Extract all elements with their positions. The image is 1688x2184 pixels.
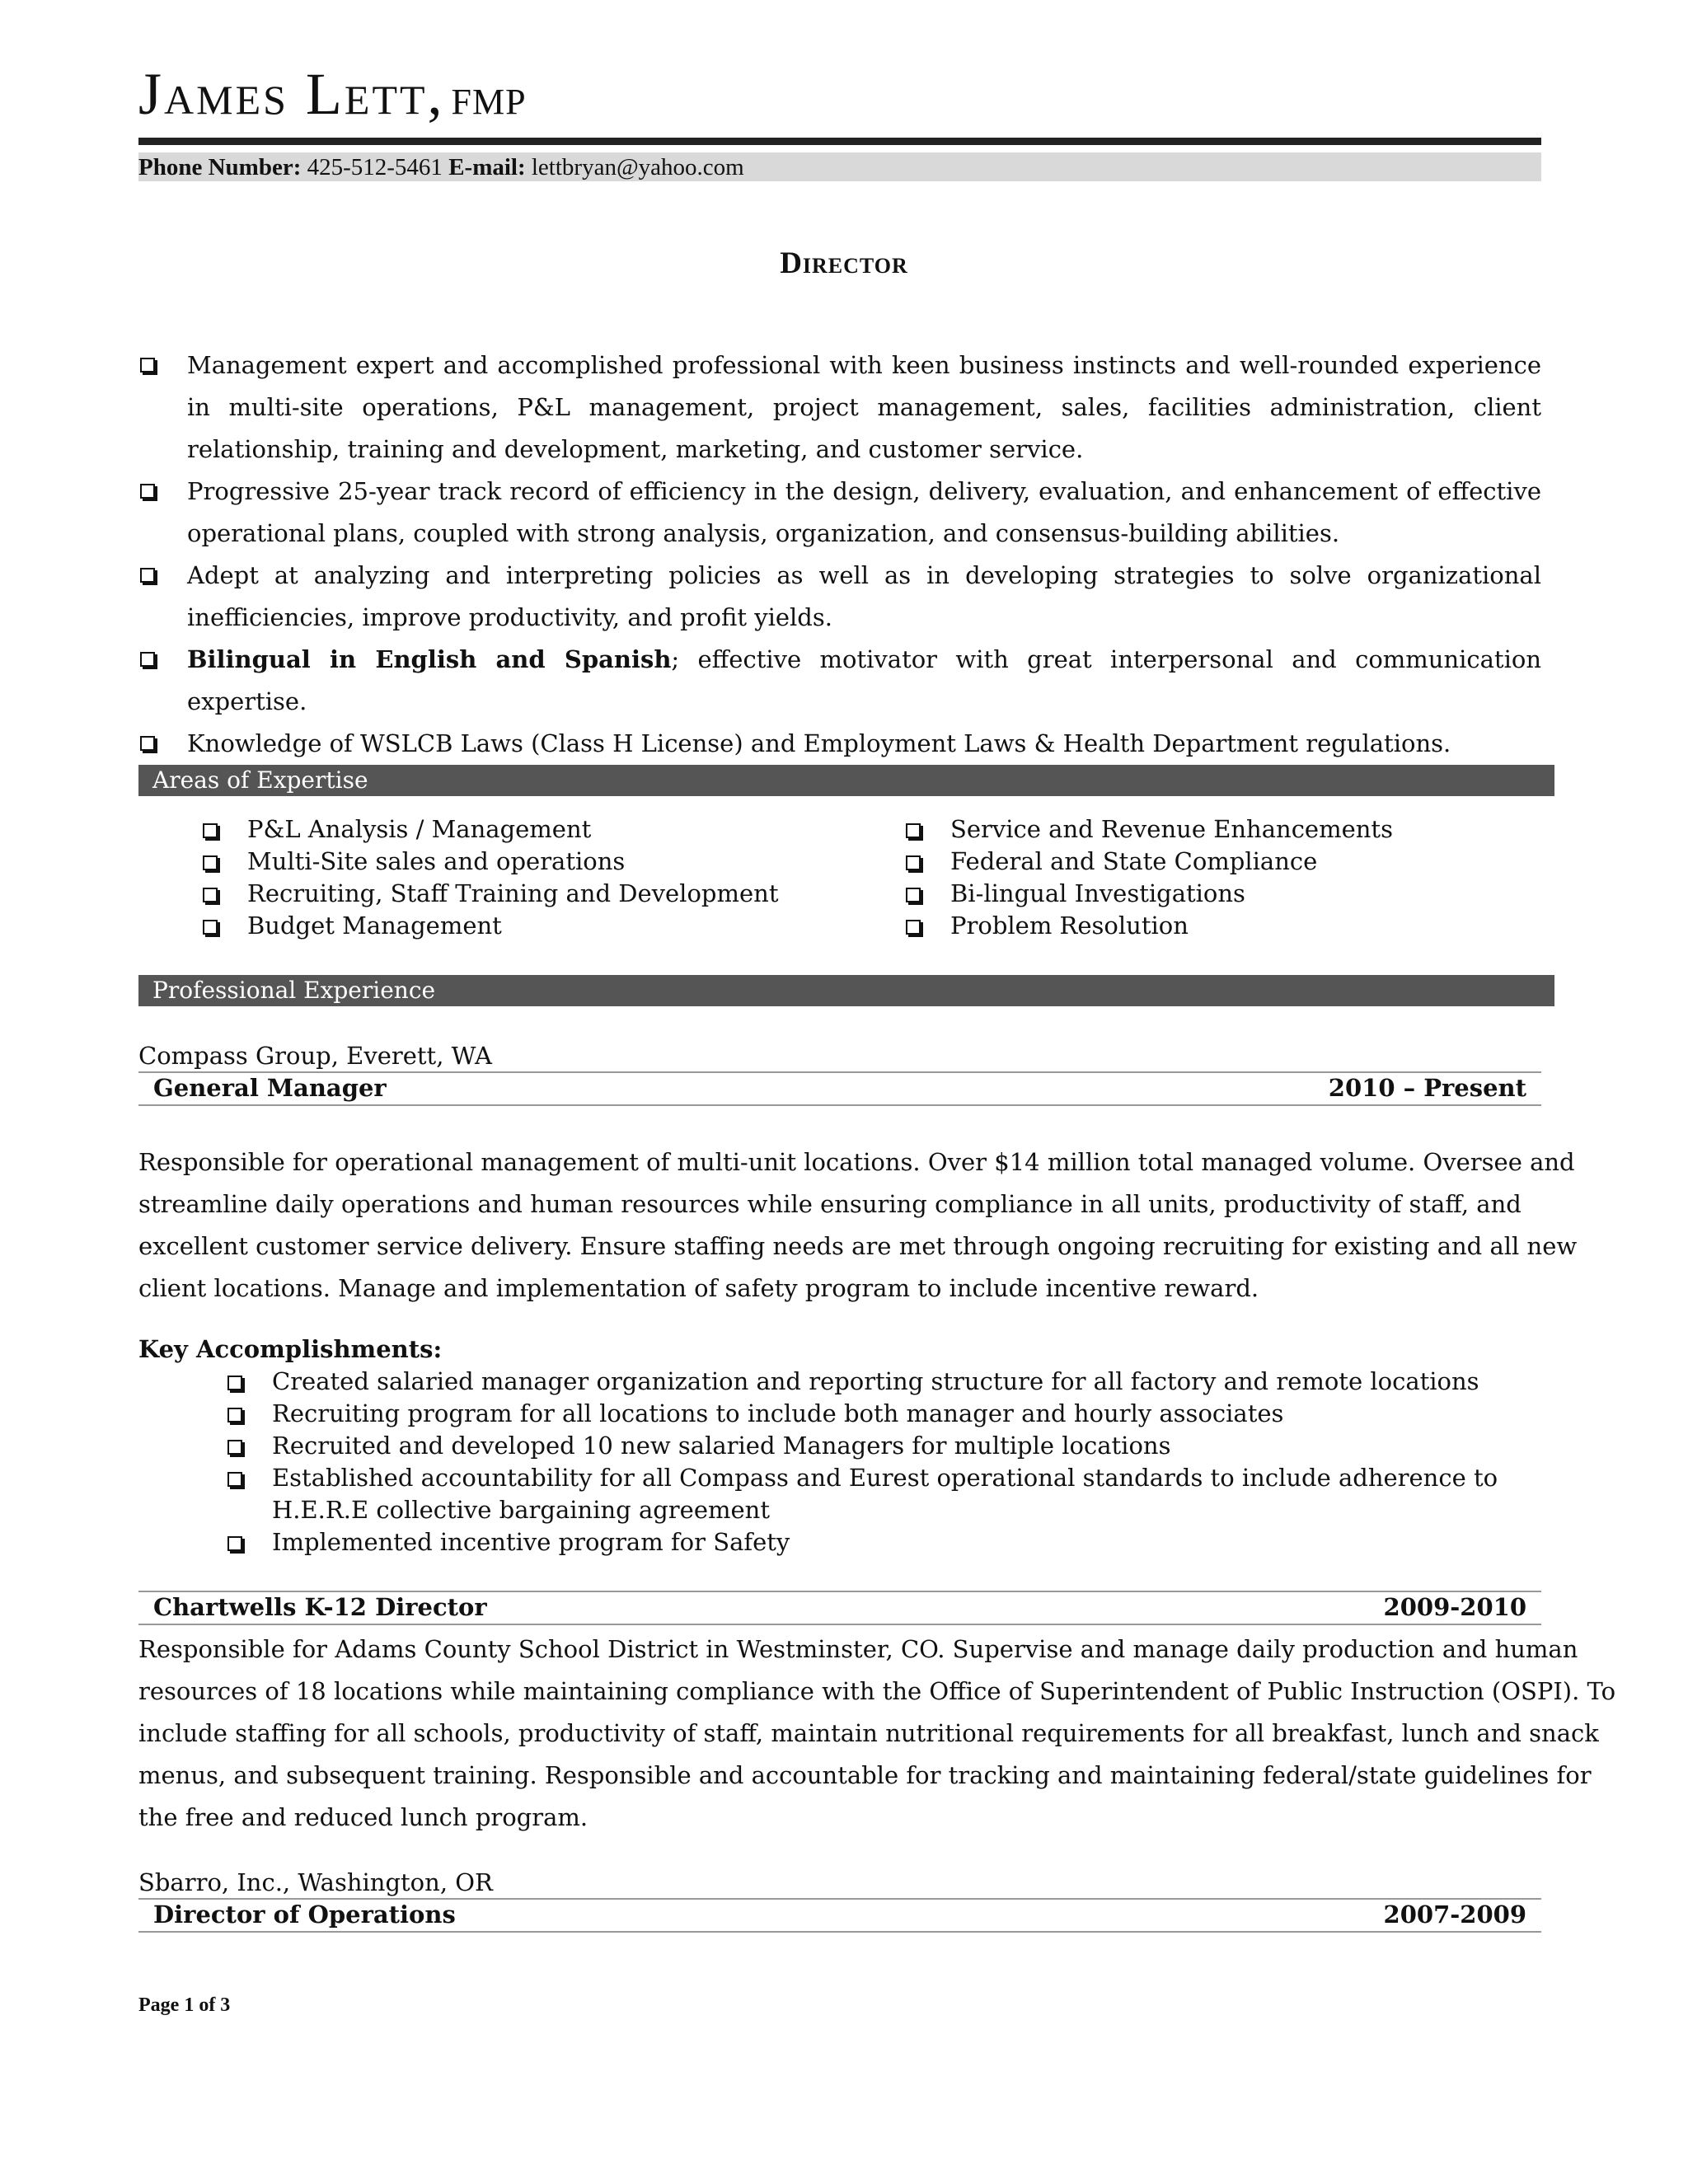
checkbox-bullet-icon — [140, 652, 155, 667]
divider — [138, 1104, 1541, 1106]
checkbox-bullet-icon — [906, 823, 921, 838]
checkbox-bullet-icon — [227, 1536, 242, 1551]
checkbox-bullet-icon — [140, 736, 155, 751]
company-name: Compass Group, Everett, WA — [138, 1042, 492, 1070]
job-dates: 2010 – Present — [1328, 1074, 1526, 1102]
accomplishment-item: Implemented incentive program for Safety — [223, 1526, 1533, 1558]
accomplishment-item: Created salaried manager organization and reporting structure for all factory and remote locations — [223, 1366, 1533, 1398]
accomplishments-list — [223, 1366, 1533, 1558]
summary-item: Bilingual in English and Spanish; effective motivator with great interpersonal and communication expertise. — [138, 639, 1541, 723]
phone-number: 425-512-5461 — [307, 154, 443, 180]
description-line: streamline daily operations and human resources while ensuring compliance in all units, productivity of staff, and — [138, 1190, 1522, 1218]
checkbox-bullet-icon — [227, 1408, 242, 1422]
expertise-right-column — [906, 813, 1393, 942]
expertise-item: Recruiting, Staff Training and Development — [203, 878, 778, 910]
job-description — [138, 1629, 1616, 1839]
section-heading-experience: Professional Experience — [138, 975, 1554, 1006]
header-rule — [138, 138, 1541, 145]
description-line: menus, and subsequent training. Responsible and accountable for tracking and maintaining federal/state guidelines for — [138, 1761, 1592, 1789]
expertise-item: Service and Revenue Enhancements — [906, 813, 1393, 846]
checkbox-bullet-icon — [140, 568, 155, 583]
job-dates: 2009-2010 — [1383, 1593, 1526, 1621]
summary-item: Knowledge of WSLCB Laws (Class H License) and Employment Laws & Health Department regulations. — [138, 723, 1541, 765]
description-line: excellent customer service delivery. Ensure staffing needs are met through ongoing recruiting for existing and all new — [138, 1232, 1578, 1260]
expertise-item: Bi-lingual Investigations — [906, 878, 1393, 910]
email-address: lettbryan@yahoo.com — [531, 154, 744, 180]
job-role: Director of Operations — [153, 1900, 456, 1929]
accomplishment-item: Recruited and developed 10 new salaried Managers for multiple locations — [223, 1430, 1533, 1462]
job-dates: 2007-2009 — [1383, 1900, 1526, 1929]
summary-item: Management expert and accomplished professional with keen business instincts and well-rounded experience in multi-site operations, P&L management, project management, sales, facilities administration, client relationship, training and development, marketing, and customer service. — [138, 344, 1541, 471]
description-line: Responsible for operational management of multi-unit locations. Over $14 million total managed volume. Oversee and — [138, 1148, 1575, 1176]
summary-item: Progressive 25-year track record of efficiency in the design, delivery, evaluation, and enhancement of effective operational plans, coupled with strong analysis, organization, and consensus-building abilities. — [138, 471, 1541, 555]
expertise-item: P&L Analysis / Management — [203, 813, 778, 846]
checkbox-bullet-icon — [227, 1376, 242, 1390]
job-role: General Manager — [153, 1074, 387, 1102]
summary-list — [138, 344, 1541, 765]
checkbox-bullet-icon — [203, 888, 218, 902]
resume-title: Director — [780, 246, 908, 280]
checkbox-bullet-icon — [203, 855, 218, 870]
description-line: include staffing for all schools, productivity of staff, maintain nutritional requirements for all breakfast, lunch and snack — [138, 1719, 1599, 1747]
contact-line — [138, 153, 744, 181]
job-role: Chartwells K-12 Director — [153, 1593, 487, 1621]
checkbox-bullet-icon — [906, 855, 921, 870]
summary-item: Adept at analyzing and interpreting policies as well as in developing strategies to solve organizational inefficiencies, improve productivity, and profit yields. — [138, 555, 1541, 639]
divider — [138, 1624, 1541, 1625]
expertise-item: Budget Management — [203, 910, 778, 942]
accomplishment-item: Recruiting program for all locations to include both manager and hourly associates — [223, 1398, 1533, 1430]
description-line: the free and reduced lunch program. — [138, 1803, 588, 1831]
checkbox-bullet-icon — [140, 358, 155, 373]
divider — [138, 1931, 1541, 1933]
page-number: Page 1 of 3 — [138, 1994, 231, 2016]
description-line: client locations. Manage and implementation of safety program to include incentive reward. — [138, 1274, 1259, 1302]
checkbox-bullet-icon — [203, 920, 218, 935]
expertise-left-column — [203, 813, 778, 942]
job-description — [138, 1141, 1578, 1310]
company-name: Sbarro, Inc., Washington, OR — [138, 1868, 493, 1896]
checkbox-bullet-icon — [227, 1440, 242, 1455]
section-heading-expertise: Areas of Expertise — [138, 765, 1554, 796]
description-line: Responsible for Adams County School District in Westminster, CO. Supervise and manage daily production and human — [138, 1635, 1578, 1663]
checkbox-bullet-icon — [906, 920, 921, 935]
candidate-name — [138, 61, 527, 127]
expertise-item: Problem Resolution — [906, 910, 1393, 942]
checkbox-bullet-icon — [906, 888, 921, 902]
accomplishment-item: Established accountability for all Compass and Eurest operational standards to include adherence to H.E.R.E collective bargaining agreement — [223, 1462, 1533, 1526]
credential: FMP — [451, 82, 527, 122]
checkbox-bullet-icon — [140, 484, 155, 499]
description-line: resources of 18 locations while maintaining compliance with the Office of Superintendent of Public Instruction (OSPI). To — [138, 1677, 1616, 1705]
checkbox-bullet-icon — [203, 823, 218, 838]
candidate-name-text: James Lett, — [138, 61, 445, 127]
email-label: E-mail: — [448, 154, 526, 180]
expertise-item: Multi-Site sales and operations — [203, 846, 778, 878]
expertise-item: Federal and State Compliance — [906, 846, 1393, 878]
phone-label: Phone Number: — [138, 154, 302, 180]
checkbox-bullet-icon — [227, 1472, 242, 1487]
key-accomplishments-label: Key Accomplishments: — [138, 1335, 443, 1363]
